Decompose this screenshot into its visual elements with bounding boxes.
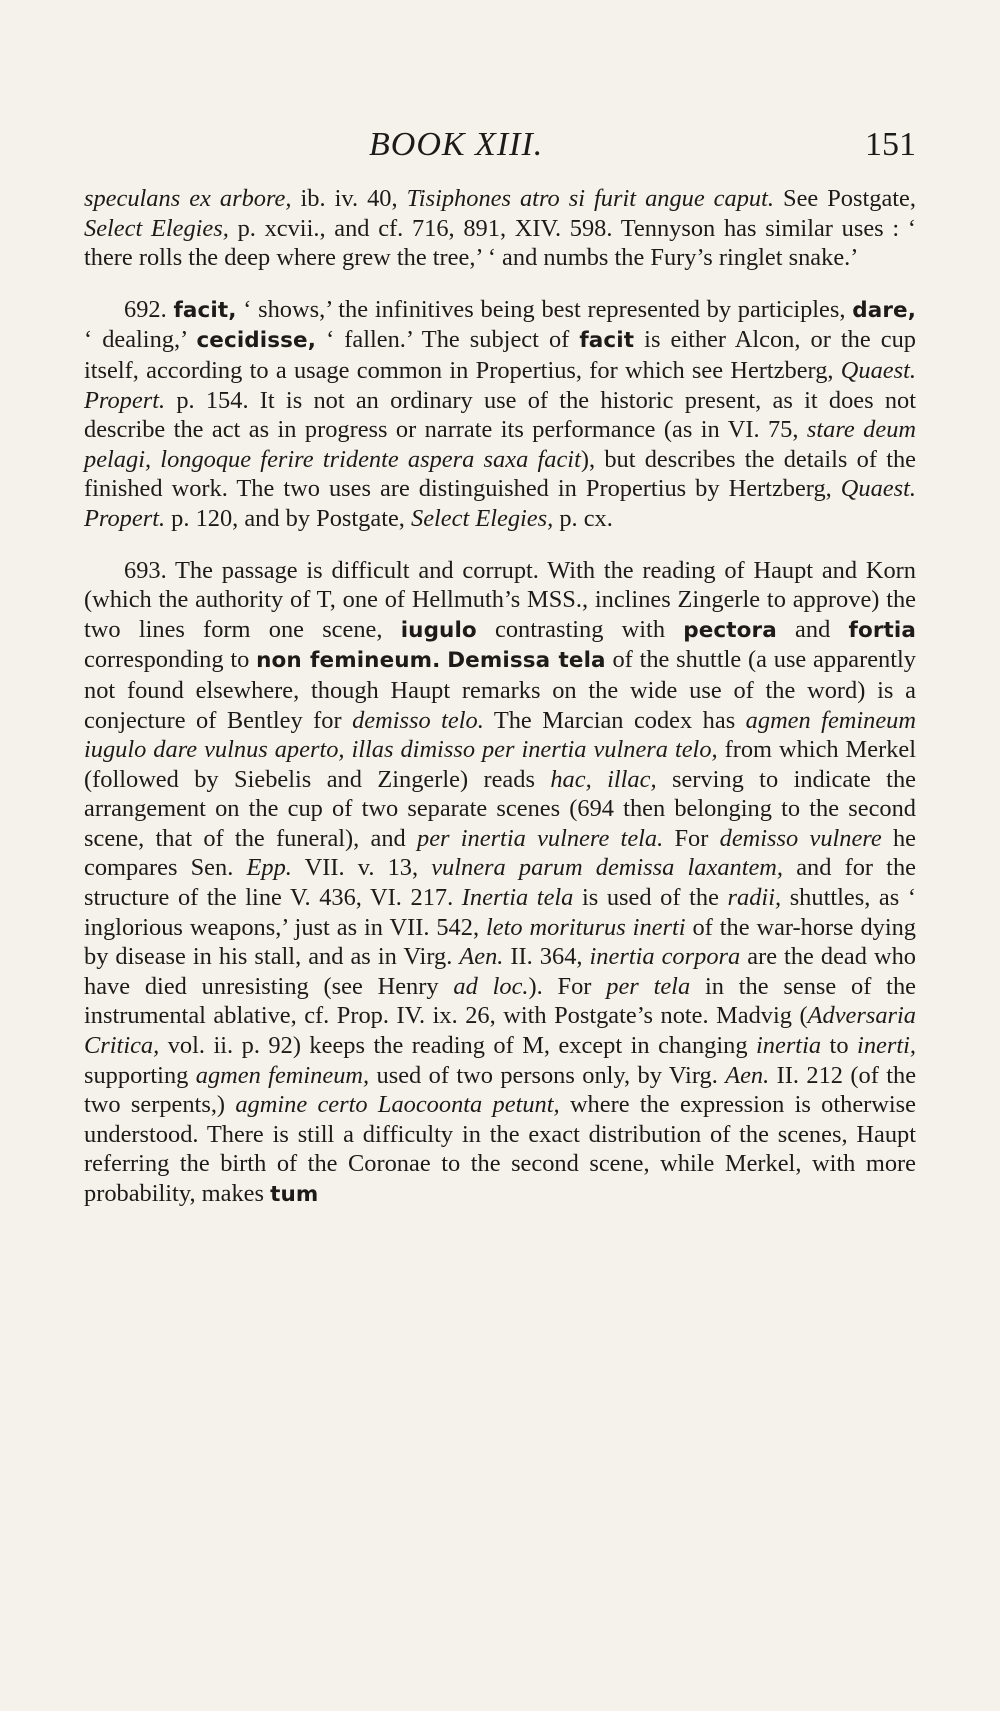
text-run: is used of the bbox=[573, 884, 728, 912]
lemma: facit bbox=[579, 328, 635, 354]
text-run: of the war-horse dying by disease in his stall, and as in Virg. bbox=[84, 913, 916, 971]
text-run: ), but describes the details of the finished work. The two uses are distinguished in Propertius by Hertzberg, bbox=[84, 445, 916, 503]
italic-text: inerti, bbox=[857, 1032, 916, 1060]
italic-text: speculans ex arbore, bbox=[84, 185, 292, 212]
text-run: supporting bbox=[84, 1061, 196, 1089]
lemma: cecidisse, bbox=[196, 328, 316, 354]
italic-text: Aen. bbox=[725, 1061, 770, 1089]
text-run: serving to indicate the arrangement on the cup of two separate scenes (694 then belonging to the second scene, that of the funeral), and bbox=[84, 765, 916, 852]
lemma: Demissa tela bbox=[447, 648, 606, 674]
text-run: vol. ii. p. 92) keeps the reading of M, except in changing bbox=[159, 1032, 757, 1060]
paragraph-note-692 bbox=[84, 295, 916, 534]
text-run: For bbox=[663, 824, 720, 852]
text-run: VII. v. 13, bbox=[291, 854, 432, 882]
lemma: non femineum. bbox=[256, 648, 441, 674]
text-run: See Postgate, bbox=[773, 185, 916, 212]
italic-text: agmen femineum iugulo dare vulnus aperto, illas dimisso per inertia vulnera telo, bbox=[84, 706, 916, 764]
italic-text: vulnera parum demissa laxantem, bbox=[431, 854, 784, 882]
italic-text: agmine certo Laocoonta petunt, bbox=[235, 1091, 560, 1119]
italic-text: stare deum pelagi, longoque ferire tridente aspera saxa facit bbox=[84, 416, 917, 473]
text-run: he compares Sen. bbox=[84, 824, 917, 882]
text-run: where the expression is otherwise understood. There is still a difficulty in the exact distribution of the scenes, Haupt referring the birth of the Coronae to the second scene, while Merkel, with more probability, makes bbox=[84, 1091, 916, 1207]
paragraph-note-693 bbox=[84, 556, 916, 1210]
text-run: II. 212 (of the two serpents,) bbox=[84, 1061, 917, 1119]
text-run: from which Merkel (followed by Siebelis and Zingerle) reads bbox=[84, 736, 916, 793]
italic-text: agmen femineum, bbox=[195, 1061, 370, 1089]
text-run: ‘ shows,’ the infinitives being best represented by participles, bbox=[236, 295, 853, 323]
text-run: The Marcian codex has bbox=[483, 706, 746, 734]
page-number: 151 bbox=[865, 126, 916, 163]
italic-text: inertia corpora bbox=[589, 943, 741, 971]
text-run: ib. iv. 40, bbox=[291, 185, 407, 212]
italic-text: Adversaria Critica, bbox=[84, 1002, 916, 1060]
italic-text: Tisiphones atro si furit angue caput. bbox=[406, 185, 774, 212]
lemma: tum bbox=[270, 1182, 319, 1207]
italic-text: ad loc. bbox=[453, 972, 529, 1000]
text-run: ). For bbox=[528, 972, 607, 1000]
text-run: shuttles, as ‘ inglorious weapons,’ just as in VII. 542, bbox=[84, 884, 916, 941]
italic-text: Quaest. Propert. bbox=[84, 475, 916, 532]
text-run: are the dead who have died unresisting (see Henry bbox=[84, 943, 916, 1000]
commentary-text bbox=[84, 184, 916, 1210]
italic-text: Select Elegies, bbox=[84, 214, 229, 242]
italic-text: hac, illac, bbox=[550, 765, 657, 793]
text-run: in the sense of the instrumental ablative, cf. Prop. IV. ix. 26, with Postgate’s note. Madvig ( bbox=[84, 972, 916, 1030]
text-run: is either Alcon, or the cup itself, according to a usage common in Propertius, for which see Hertzberg, bbox=[84, 326, 916, 384]
text-run: II. 364, bbox=[503, 943, 590, 971]
text-run: contrasting with bbox=[476, 615, 684, 643]
text-run: and bbox=[776, 615, 849, 643]
text-run: to bbox=[821, 1032, 858, 1060]
page-header bbox=[84, 126, 916, 170]
text-run: and for the structure of the line V. 436, VI. 217. bbox=[84, 854, 916, 912]
italic-text: inertia bbox=[756, 1032, 822, 1060]
lemma: iugulo bbox=[400, 617, 477, 643]
lemma: facit, bbox=[173, 297, 237, 323]
text-run: ‘ dealing,’ bbox=[84, 326, 197, 354]
italic-text: leto moriturus inerti bbox=[486, 913, 686, 941]
running-head: BOOK XIII. bbox=[369, 126, 544, 163]
italic-text: radii, bbox=[727, 884, 782, 912]
italic-text: Quaest. Propert. bbox=[84, 356, 916, 414]
text-run: 693. The passage is difficult and corrupt. With the reading of Haupt and Korn (which the authority of T, one of Hellmuth’s MSS., inclines Zingerle to approve) the two lines form one scene, bbox=[84, 556, 916, 643]
text-run: p. xcvii., and cf. 716, 891, XIV. 598. Tennyson has similar uses : ‘ there rolls the deep where grew the tree,’ ‘ and numbs the Fury’s ringlet snake.’ bbox=[84, 214, 916, 272]
paragraph-note-691-continued bbox=[84, 184, 916, 273]
text-run: p. cx. bbox=[553, 504, 613, 532]
italic-text: Select Elegies, bbox=[411, 504, 554, 532]
text-run: corresponding to bbox=[84, 646, 257, 674]
italic-text: Aen. bbox=[459, 943, 504, 971]
text-run: used of two persons only, by Virg. bbox=[369, 1061, 726, 1089]
text-run: of the shuttle (a use apparently not found elsewhere, though Haupt remarks on the wide use of the word) is a conjecture of Bentley for bbox=[84, 646, 916, 734]
line-number: 692. bbox=[124, 295, 174, 323]
italic-text: Inertia tela bbox=[461, 884, 574, 912]
lemma: pectora bbox=[683, 617, 777, 643]
lemma: dare, bbox=[852, 297, 916, 323]
italic-text: Epp. bbox=[246, 854, 292, 882]
lemma: fortia bbox=[848, 617, 916, 643]
italic-text: demisso vulnere bbox=[719, 824, 882, 852]
italic-text: per inertia vulnere tela. bbox=[417, 824, 664, 852]
text-run: ‘ fallen.’ The subject of bbox=[316, 326, 580, 354]
italic-text: per tela bbox=[606, 972, 691, 1000]
text-run: p. 120, and by Postgate, bbox=[165, 504, 411, 532]
text-run: p. 154. It is not an ordinary use of the historic present, as it does not describe the act as in progress or narrate its performance (as in VI. 75, bbox=[84, 386, 916, 444]
italic-text: demisso telo. bbox=[352, 706, 484, 734]
